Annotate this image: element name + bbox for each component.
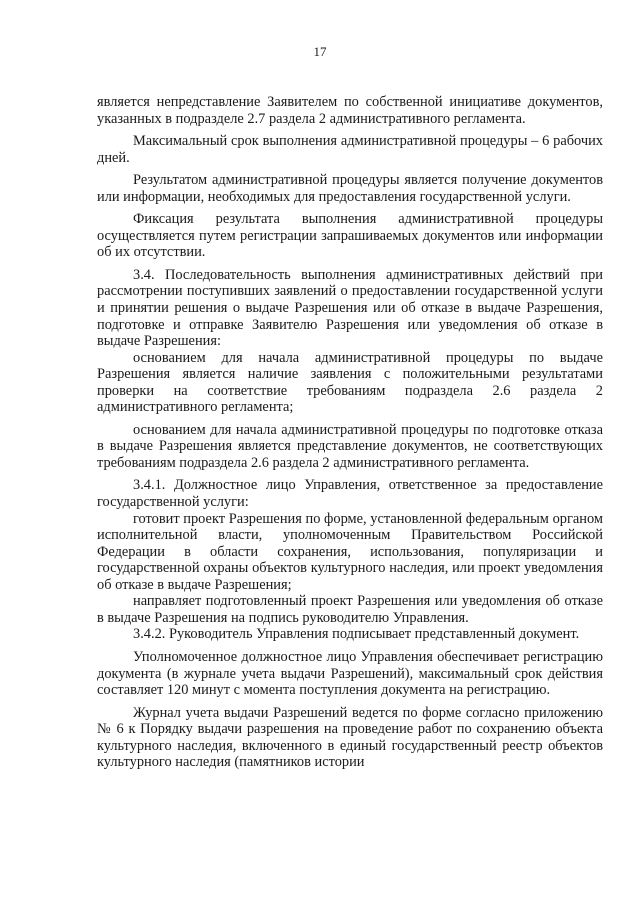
paragraph-3-4: 3.4. Последовательность выполнения административных действий при рассмотрении поступивших заявлений о предоставлении государственной услуги и принятии решения о выдаче Разрешения или об отказе в выдаче Разрешения, подготовке и отправке Заявителю Разрешения или уведомления об отказе в выдаче Разрешения: [97, 266, 603, 350]
paragraph-3-4-1: 3.4.1. Должностное лицо Управления, ответственное за предоставление государственной услуги: [97, 477, 603, 511]
page-number: 17 [313, 44, 327, 59]
paragraph-sends-draft: направляет подготовленный проект Разрешения или уведомления об отказе в выдаче Разрешения на подпись руководителю Управления. [97, 593, 603, 626]
document-body [97, 94, 603, 771]
paragraph-fixation: Фиксация результата выполнения административной процедуры осуществляется путем регистрации запрашиваемых документов или информации об их отсутствии. [97, 211, 603, 261]
paragraph-max-term: Максимальный срок выполнения административной процедуры – 6 рабочих дней. [97, 133, 603, 166]
paragraph-prepares-draft: готовит проект Разрешения по форме, установленной федеральным органом исполнительной власти, уполномоченным Правительством Российской Федерации в области сохранения, использования, популяризации и государственной охраны объектов культурного наследия, или проект уведомления об отказе в выдаче Разрешения; [97, 510, 603, 593]
paragraph-result: Результатом административной процедуры является получение документов или информации, необходимых для предоставления государственной услуги. [97, 172, 603, 205]
paragraph-journal: Журнал учета выдачи Разрешений ведется по форме согласно приложению № 6 к Порядку выдачи разрешения на проведение работ по сохранению объекта культурного наследия, включенного в единый государственный реестр объектов культурного наследия (памятников истории [97, 704, 603, 771]
paragraph-basis-issue: основанием для начала административной процедуры по выдаче Разрешения является наличие заявления с положительными результатами проверки на соответствие требованиям подраздела 2.6 раздела 2 административного регламента; [97, 349, 603, 416]
paragraph-registration: Уполномоченное должностное лицо Управления обеспечивает регистрацию документа (в журнале учета выдачи Разрешений), максимальный срок действия составляет 120 минут с момента поступления документа на регистрацию. [97, 648, 603, 699]
paragraph-3-4-2: 3.4.2. Руководитель Управления подписывает представленный документ. [133, 626, 580, 643]
paragraph-basis-refusal: основанием для начала административной процедуры по подготовке отказа в выдаче Разрешения является представление документов, не соответствующих требованиям подраздела 2.6 раздела 2 административного регламента. [97, 421, 603, 471]
paragraph-continuation: является непредставление Заявителем по собственной инициативе документов, указанных в подразделе 2.7 раздела 2 административного регламента. [97, 94, 603, 127]
